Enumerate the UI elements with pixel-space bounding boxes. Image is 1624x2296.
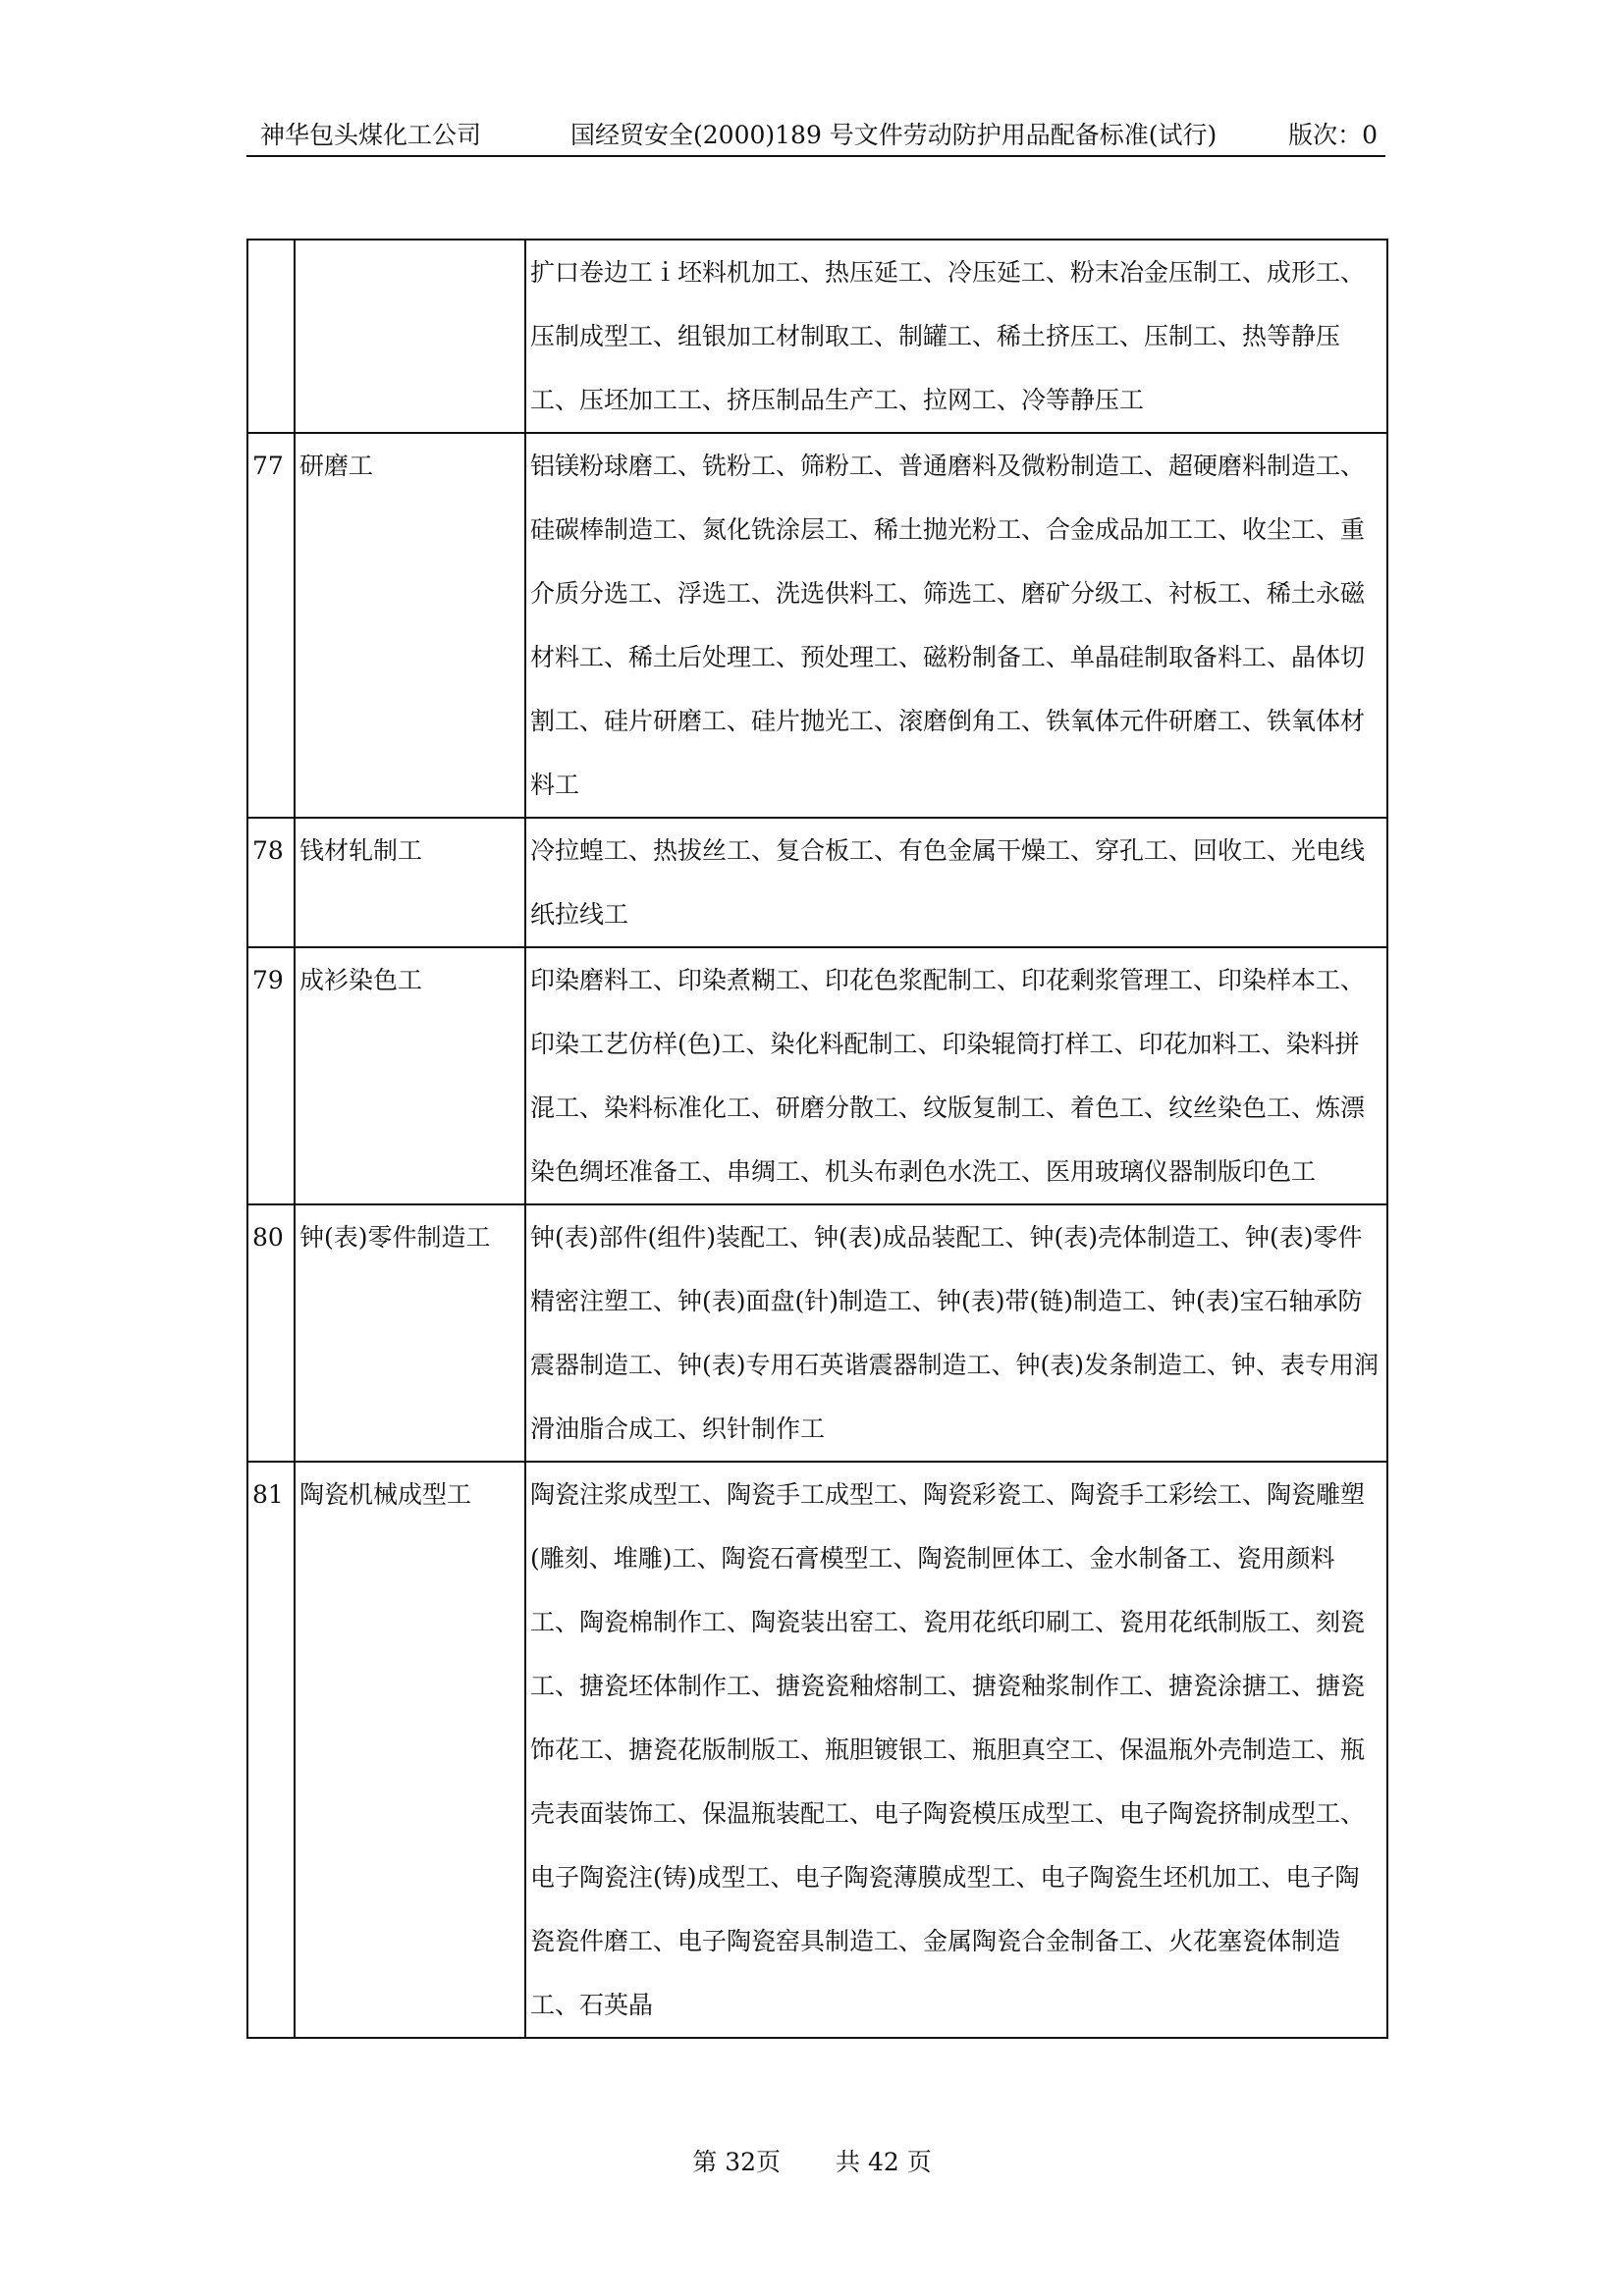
job-list: 冷拉蝗工、热拔丝工、复合板工、有色金属干燥工、穿孔工、回收工、光电线纸拉线工 [525, 818, 1387, 947]
job-list: 陶瓷注浆成型工、陶瓷手工成型工、陶瓷彩瓷工、陶瓷手工彩绘工、陶瓷雕塑(雕刻、堆雕)工、陶瓷石膏模型工、陶瓷制匣体工、金水制备工、瓷用颜料工、陶瓷棉制作工、陶瓷装出窑工、瓷用花纸印刷工、瓷用花纸制版工、刻瓷工、搪瓷坯体制作工、搪瓷瓷釉熔制工、搪瓷釉浆制作工、搪瓷涂搪工、搪瓷饰花工、搪瓷花版制版工、瓶胆镀银工、瓶胆真空工、保温瓶外壳制造工、瓶壳表面装饰工、保温瓶装配工、电子陶瓷模压成型工、电子陶瓷挤制成型工、电子陶瓷注(铸)成型工、电子陶瓷薄膜成型工、电子陶瓷生坯机加工、电子陶瓷瓷件磨工、电子陶瓷窑具制造工、金属陶瓷合金制备工、火花塞瓷体制造工、石英晶 [525, 1462, 1387, 2038]
row-number: 79 [247, 947, 295, 1204]
equipment-standard-table [246, 239, 1388, 2039]
row-number [247, 240, 295, 433]
row-number: 77 [247, 433, 295, 818]
table-row [247, 433, 1387, 818]
job-list: 钟(表)部件(组件)装配工、钟(表)成品装配工、钟(表)壳体制造工、钟(表)零件精密注塑工、钟(表)面盘(针)制造工、钟(表)带(链)制造工、钟(表)宝石轴承防震器制造工、钟(表)专用石英谐震器制造工、钟(表)发条制造工、钟、表专用润滑油脂合成工、织针制作工 [525, 1204, 1387, 1462]
table-row [247, 947, 1387, 1204]
row-number: 81 [247, 1462, 295, 2038]
job-category: 研磨工 [295, 433, 525, 818]
header-version: 版次：0 [1288, 121, 1378, 149]
page-footer [0, 2143, 1624, 2178]
job-category: 钟(表)零件制造工 [295, 1204, 525, 1462]
header-company: 神华包头煤化工公司 [260, 121, 482, 149]
table-row [247, 1204, 1387, 1462]
row-number: 78 [247, 818, 295, 947]
table-row [247, 1462, 1387, 2038]
job-category [295, 240, 525, 433]
job-category: 陶瓷机械成型工 [295, 1462, 525, 2038]
header-title: 国经贸安全(2000)189 号文件劳动防护用品配备标准(试行) [570, 121, 1218, 149]
page-total: 共 42 页 [836, 2148, 932, 2176]
job-category: 钱材轧制工 [295, 818, 525, 947]
table-row [247, 240, 1387, 433]
table-row [247, 818, 1387, 947]
page-header [246, 112, 1385, 157]
job-list: 印染磨料工、印染煮糊工、印花色浆配制工、印花剩浆管理工、印染样本工、印染工艺仿样(色)工、染化料配制工、印染辊筒打样工、印花加料工、染料拼混工、染料标准化工、研磨分散工、纹版复制工、着色工、纹丝染色工、炼漂染色绸坯准备工、串绸工、机头布剥色水洗工、医用玻璃仪器制版印色工 [525, 947, 1387, 1204]
job-list: 铝镁粉球磨工、铣粉工、筛粉工、普通磨料及微粉制造工、超硬磨料制造工、硅碳棒制造工、氮化铣涂层工、稀土抛光粉工、合金成品加工工、收尘工、重介质分选工、浮选工、洗选供料工、筛选工、磨矿分级工、衬板工、稀土永磁材料工、稀土后处理工、预处理工、磁粉制备工、单晶硅制取备料工、晶体切割工、硅片研磨工、硅片抛光工、滚磨倒角工、铁氧体元件研磨工、铁氧体材料工 [525, 433, 1387, 818]
job-list: 扩口卷边工ｉ坯料机加工、热压延工、冷压延工、粉末冶金压制工、成形工、压制成型工、组银加工材制取工、制罐工、稀土挤压工、压制工、热等静压工、压坯加工工、挤压制品生产工、拉网工、冷等静压工 [525, 240, 1387, 433]
job-category: 成衫染色工 [295, 947, 525, 1204]
row-number: 80 [247, 1204, 295, 1462]
page-number: 第 32页 [692, 2148, 782, 2176]
